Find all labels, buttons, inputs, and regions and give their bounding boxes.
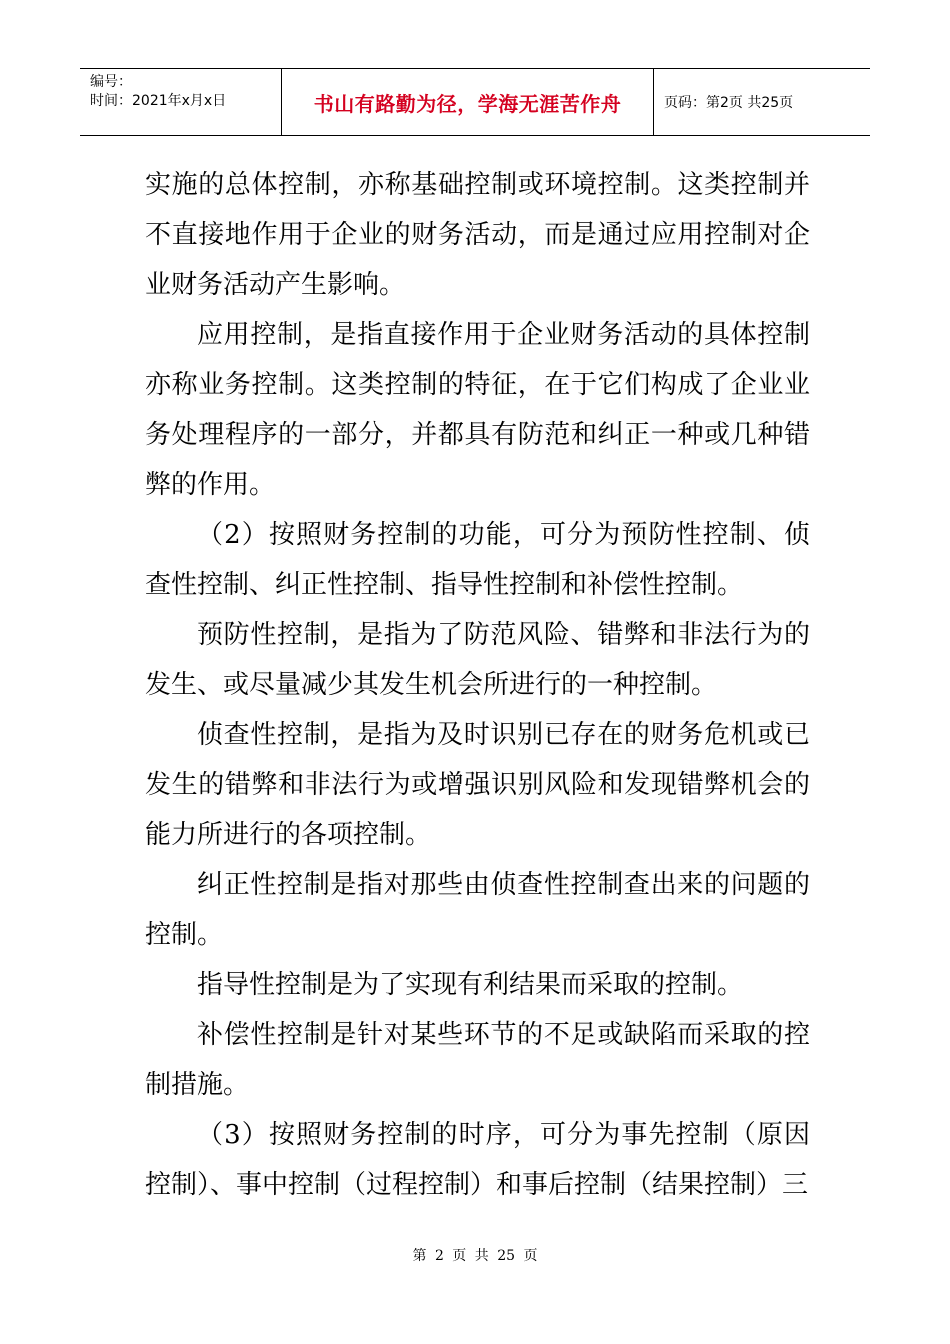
header-motto: 书山有路勤为径，学海无涯苦作舟 (282, 69, 654, 135)
document-header (80, 68, 870, 136)
paragraph-continuation: 实施的总体控制，亦称基础控制或环境控制。这类控制并不直接地作用于企业的财务活动，而是通过应用控制对企业财务活动产生影响。 (145, 170, 810, 300)
paragraph-preventive-control: 预防性控制，是指为了防范风险、错弊和非法行为的发生、或尽量减少其发生机会所进行的一种控制。 (145, 620, 810, 700)
paragraph-directive-control: 指导性控制是为了实现有利结果而采取的控制。 (197, 970, 744, 1000)
document-date: 时间：2021年x月x日 (90, 93, 227, 109)
header-meta-cell (80, 69, 282, 135)
paragraph-application-control: 应用控制，是指直接作用于企业财务活动的具体控制亦称业务控制。这类控制的特征，在于它们构成了企业业务处理程序的一部分，并都具有防范和纠正一种或几种错弊的作用。 (145, 320, 810, 500)
document-number-label: 编号： (90, 74, 132, 90)
paragraph-control-by-timing: （3）按照财务控制的时序，可分为事先控制（原因控制）、事中控制（过程控制）和事后控制（结果控制）三 (145, 1120, 810, 1200)
paragraph-compensating-control: 补偿性控制是针对某些环节的不足或缺陷而采取的控制措施。 (145, 1020, 810, 1100)
document-body (145, 160, 810, 1210)
paragraph-corrective-control: 纠正性控制是指对那些由侦查性控制查出来的问题的控制。 (145, 870, 810, 950)
paragraph-detective-control: 侦查性控制，是指为及时识别已存在的财务危机或已发生的错弊和非法行为或增强识别风险和发现错弊机会的能力所进行的各项控制。 (145, 720, 810, 850)
page-footer: 第 2 页 共 25 页 (412, 1248, 538, 1264)
header-page-info: 页码：第2页 共25页 (664, 95, 794, 111)
paragraph-control-by-function: （2）按照财务控制的功能，可分为预防性控制、侦查性控制、纠正性控制、指导性控制和补偿性控制。 (145, 520, 810, 600)
